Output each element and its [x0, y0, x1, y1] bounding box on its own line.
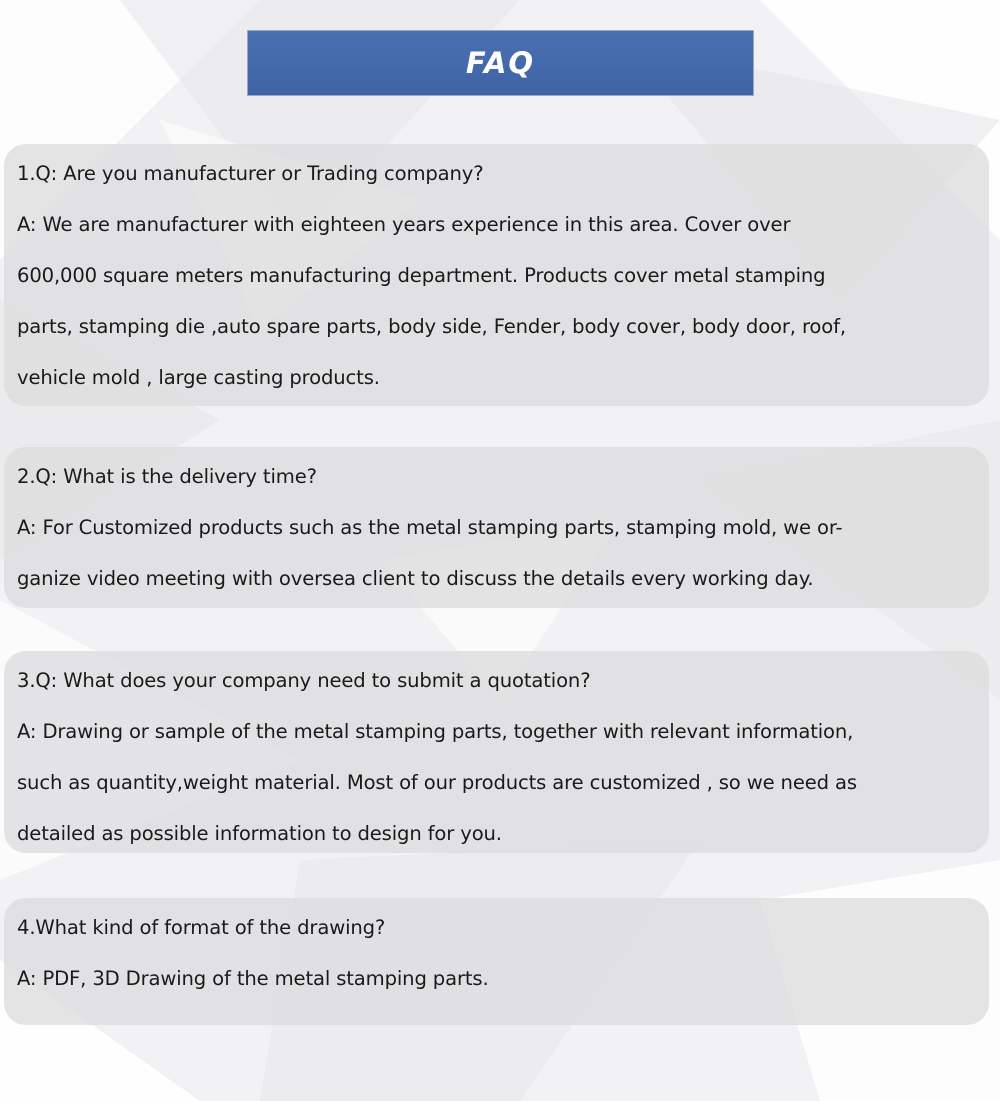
faq-answer-line: A: PDF, 3D Drawing of the metal stamping parts.	[17, 967, 489, 990]
faq-item-3	[4, 651, 989, 853]
faq-title-banner	[247, 30, 754, 96]
faq-answer-line: 600,000 square meters manufacturing department. Products cover metal stamping	[17, 264, 826, 287]
faq-answer-line: vehicle mold , large casting products.	[17, 366, 380, 389]
faq-question: 1.Q: Are you manufacturer or Trading company?	[17, 162, 484, 185]
faq-question: 2.Q: What is the delivery time?	[17, 465, 317, 488]
faq-answer-line: such as quantity,weight material. Most of our products are customized , so we need as	[17, 771, 857, 794]
faq-title: FAQ	[465, 46, 536, 80]
faq-question: 3.Q: What does your company need to submit a quotation?	[17, 669, 591, 692]
faq-answer-line: detailed as possible information to design for you.	[17, 822, 502, 845]
faq-answer-line: A: For Customized products such as the metal stamping parts, stamping mold, we or-	[17, 516, 843, 539]
faq-answer-line: A: Drawing or sample of the metal stamping parts, together with relevant information,	[17, 720, 854, 743]
faq-question: 4.What kind of format of the drawing?	[17, 916, 386, 939]
faq-item-2	[4, 447, 989, 608]
faq-answer-line: ganize video meeting with oversea client to discuss the details every working day.	[17, 567, 814, 590]
faq-answer-line: A: We are manufacturer with eighteen years experience in this area. Cover over	[17, 213, 791, 236]
faq-item-1	[4, 144, 989, 406]
faq-answer-line: parts, stamping die ,auto spare parts, body side, Fender, body cover, body door, roof,	[17, 315, 846, 338]
faq-item-4	[4, 898, 989, 1025]
